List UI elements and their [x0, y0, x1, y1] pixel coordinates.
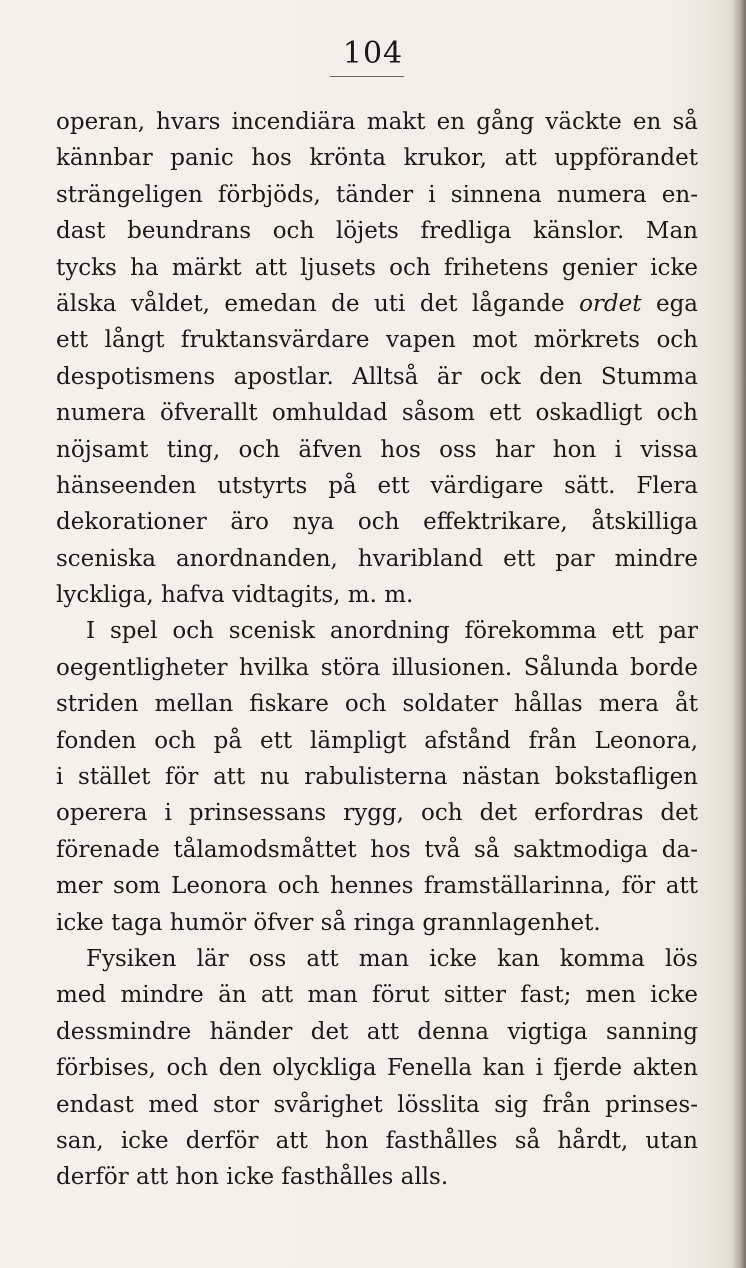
text-line: endast med stor svårighet lösslita sig från prinses- [56, 1091, 698, 1118]
text-line: icke taga humör öfver så ringa grannlagenhet. [56, 909, 601, 936]
text-line: med mindre än att man förut sitter fast; men icke [56, 982, 698, 1009]
text-line: strängeligen förbjöds, tänder i sinnena numera en- [56, 181, 698, 208]
text-line: operan, hvars incendiära makt en gång väckte en så [56, 109, 698, 135]
text-line: dekorationer äro nya och effektrikare, åtskilliga [56, 509, 698, 536]
text-line: san, icke derför att hon fasthålles så hårdt, utan [56, 1127, 698, 1154]
header-rule [330, 76, 404, 77]
text-line: I spel och scenisk anordning förekomma ett par [86, 618, 698, 645]
text-line: tycks ha märkt att ljusets och frihetens genier icke [56, 254, 698, 281]
text-line: lyckliga, hafva vidtagits, m. m. [56, 582, 414, 609]
text-line: fonden och på ett lämpligt afstånd från Leonora, [56, 727, 698, 754]
page-edge-shadow [732, 0, 746, 1268]
text-segment: ega [641, 290, 699, 317]
text-line: sceniska anordnanden, hvaribland ett par mindre [56, 545, 698, 572]
text-line: Fysiken lär oss att man icke kan komma lös [86, 945, 698, 972]
text-line: i stället för att nu rabulisterna nästan bokstafligen [56, 764, 698, 791]
body-text [56, 104, 698, 1196]
text-line: numera öfverallt omhuldad såsom ett oskadligt och [56, 400, 698, 427]
text-line: despotismens apostlar. Alltså är ock den Stumma [56, 363, 698, 390]
text-line: dessmindre händer det att denna vigtiga sanning [56, 1018, 698, 1045]
text-line: förbises, och den olyckliga Fenella kan i fjerde akten [56, 1055, 698, 1082]
text-line: ett långt fruktansvärdare vapen mot mörkrets och [56, 327, 698, 354]
text-line: nöjsamt ting, och äfven hos oss har hon i vissa [56, 436, 698, 463]
italic-word: ordet [579, 290, 642, 317]
text-line: hänseenden utstyrts på ett värdigare sätt. Flera [56, 472, 698, 499]
text-line: operera i prinsessans rygg, och det erfordras det [56, 800, 698, 827]
text-line: förenade tålamodsmåttet hos två så saktmodiga da- [56, 836, 698, 863]
text-line: striden mellan fiskare och soldater hållas mera åt [56, 691, 698, 718]
text-line: mer som Leonora och hennes framställarinna, för att [56, 873, 698, 900]
text-segment: älska våldet, emedan de uti det lågande [56, 290, 580, 317]
text-line: oegentligheter hvilka störa illusionen. Sålunda borde [56, 654, 698, 681]
text-line [56, 286, 698, 322]
text-line: derför att hon icke fasthålles alls. [56, 1164, 449, 1191]
text-line: kännbar panic hos krönta krukor, att uppförandet [56, 145, 698, 172]
text-line: dast beundrans och löjets fredliga känslor. Man [56, 218, 698, 245]
page-number: 104 [342, 36, 404, 71]
